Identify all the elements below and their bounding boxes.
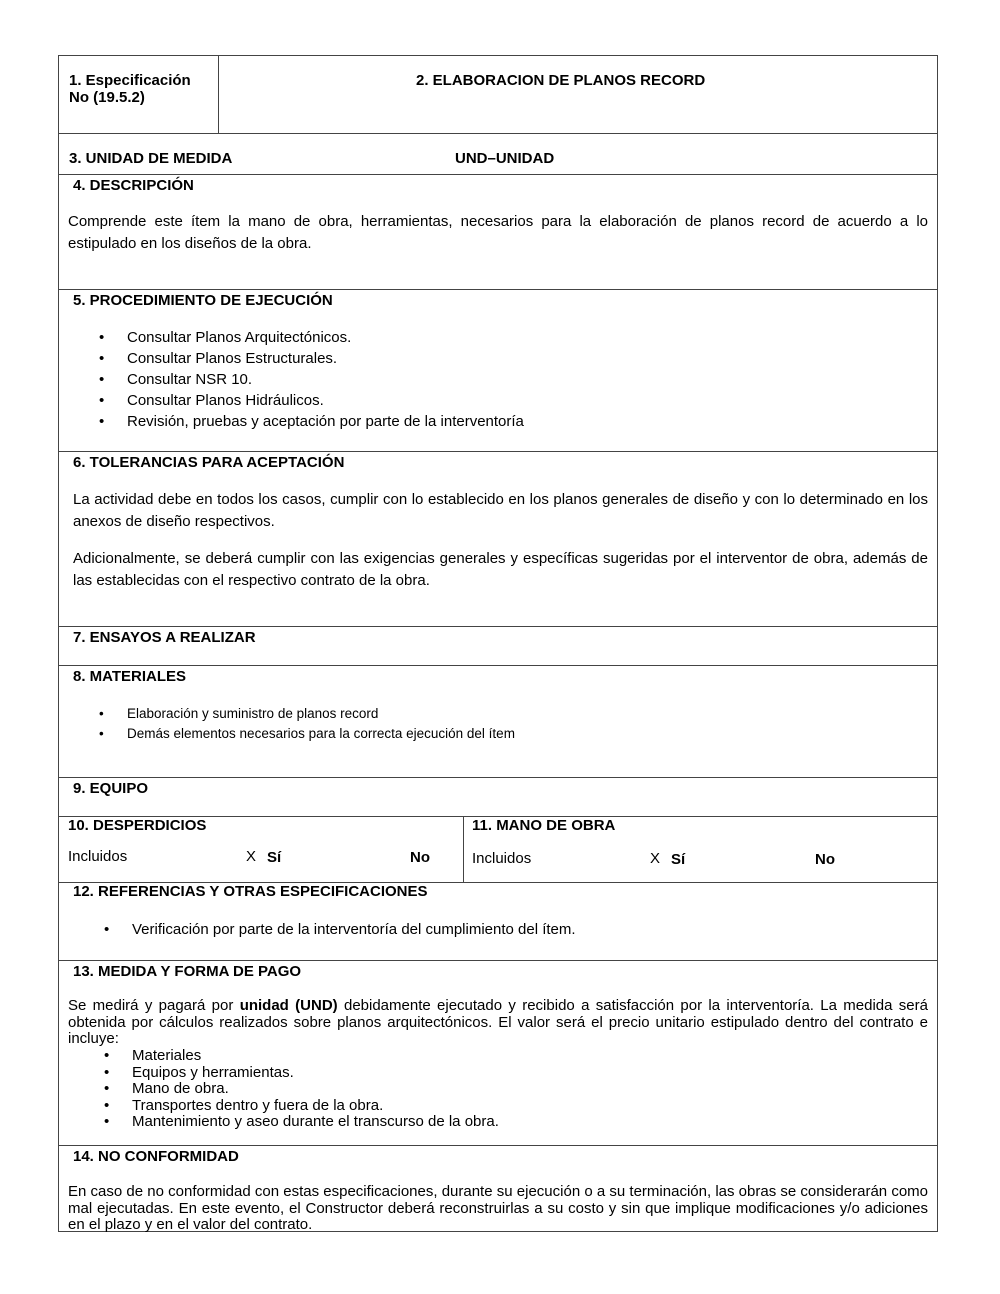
list-item: • Consultar Planos Hidráulicos.: [127, 390, 524, 411]
payment-unit: unidad (UND): [239, 997, 338, 1014]
section-heading: 9. EQUIPO: [73, 780, 149, 797]
list-item: • Equipos y herramientas.: [132, 1065, 499, 1082]
description-section: [59, 174, 937, 289]
payment-list: [132, 1048, 499, 1131]
list-item: • Revisión, pruebas y aceptación por parte de la interventoría: [127, 411, 524, 432]
labor-no: No: [815, 851, 835, 868]
labor-mark: X: [650, 850, 661, 867]
labor-yes: Sí: [671, 851, 686, 868]
tests-section: [59, 626, 937, 665]
header-row: [59, 56, 937, 133]
tolerances-paragraph-2: Adicionalmente, se deberá cumplir con las exigencias generales y específicas sugeridas por el interventor de obra, además de las establecidas con el respectivo contrato de la obra.: [73, 550, 928, 589]
equipment-section: [59, 777, 937, 816]
procedure-list: [127, 327, 524, 432]
waste-yes: Sí: [267, 849, 282, 866]
payment-section: [59, 960, 937, 1145]
references-section: [59, 882, 937, 960]
waste-mark: X: [246, 848, 257, 865]
section-heading: 8. MATERIALES: [73, 668, 187, 685]
section-heading: 4. DESCRIPCIÓN: [73, 177, 194, 194]
section-heading: 13. MEDIDA Y FORMA DE PAGO: [73, 963, 302, 980]
list-item: • Materiales: [132, 1048, 499, 1065]
tolerances-paragraph-1: La actividad debe en todos los casos, cumplir con lo establecido en los planos generales de diseño y con lo determinado en los anexos de diseño respectivos.: [73, 491, 928, 530]
section-heading: 14. NO CONFORMIDAD: [73, 1148, 239, 1165]
payment-text-start: Se medirá y pagará por: [68, 997, 240, 1014]
section-heading: 5. PROCEDIMIENTO DE EJECUCIÓN: [73, 292, 333, 309]
list-item: • Transportes dentro y fuera de la obra.: [132, 1098, 499, 1115]
section-heading: 12. REFERENCIAS Y OTRAS ESPECIFICACIONES: [73, 883, 428, 900]
list-item: • Mantenimiento y aseo durante el transcurso de la obra.: [132, 1114, 499, 1131]
specification-form: [58, 55, 938, 1232]
procedure-section: [59, 289, 937, 451]
payment-text: [68, 998, 928, 1048]
payment-text-end: debidamente ejecutado y recibido a satisfacción por la interventoría. La medida será obtenida por cálculos realizados sobre planos arquitectónicos. El valor será el precio unitario estipulado dentro del contrato e incluye:: [68, 997, 928, 1047]
unit-row: [59, 133, 937, 174]
unit-label: 3. UNIDAD DE MEDIDA: [69, 150, 233, 167]
list-item: • Consultar Planos Estructurales.: [127, 348, 524, 369]
waste-labor-row: [59, 816, 937, 882]
list-item: • Verificación por parte de la interventoría del cumplimiento del ítem.: [132, 919, 576, 941]
section-heading: 7. ENSAYOS A REALIZAR: [73, 629, 256, 646]
unit-value: UND–UNIDAD: [455, 150, 555, 167]
list-item: • Elaboración y suministro de planos record: [127, 704, 515, 724]
labor-heading: 11. MANO DE OBRA: [472, 817, 616, 834]
list-item: • Consultar NSR 10.: [127, 369, 524, 390]
materials-list: [127, 704, 515, 744]
list-item: • Consultar Planos Arquitectónicos.: [127, 327, 524, 348]
waste-no: No: [410, 849, 430, 866]
materials-section: [59, 665, 937, 777]
references-list: [132, 919, 576, 941]
section-heading: 6. TOLERANCIAS PARA ACEPTACIÓN: [73, 454, 345, 471]
nonconformity-section: [59, 1145, 937, 1232]
description-text: Comprende este ítem la mano de obra, herramientas, necesarios para la elaboración de planos record de acuerdo a lo estipulado en los diseños de la obra.: [68, 213, 928, 252]
spec-label: 1. Especificación: [69, 72, 191, 89]
spec-number: No (19.5.2): [69, 89, 145, 106]
list-item: • Mano de obra.: [132, 1081, 499, 1098]
page-title: 2. ELABORACION DE PLANOS RECORD: [416, 72, 706, 89]
waste-label: Incluidos: [68, 848, 128, 865]
labor-label: Incluidos: [472, 850, 532, 867]
nonconformity-text: En caso de no conformidad con estas especificaciones, durante su ejecución o a su terminación, las obras se considerarán como mal ejecutadas. En este evento, el Constructor deberá reconstruirlas a su costo y sin que implique modificaciones y/o adiciones en el plazo y en el valor del contrato.: [68, 1183, 928, 1233]
tolerances-section: [59, 451, 937, 626]
list-item: • Demás elementos necesarios para la correcta ejecución del ítem: [127, 724, 515, 744]
waste-heading: 10. DESPERDICIOS: [68, 817, 207, 834]
